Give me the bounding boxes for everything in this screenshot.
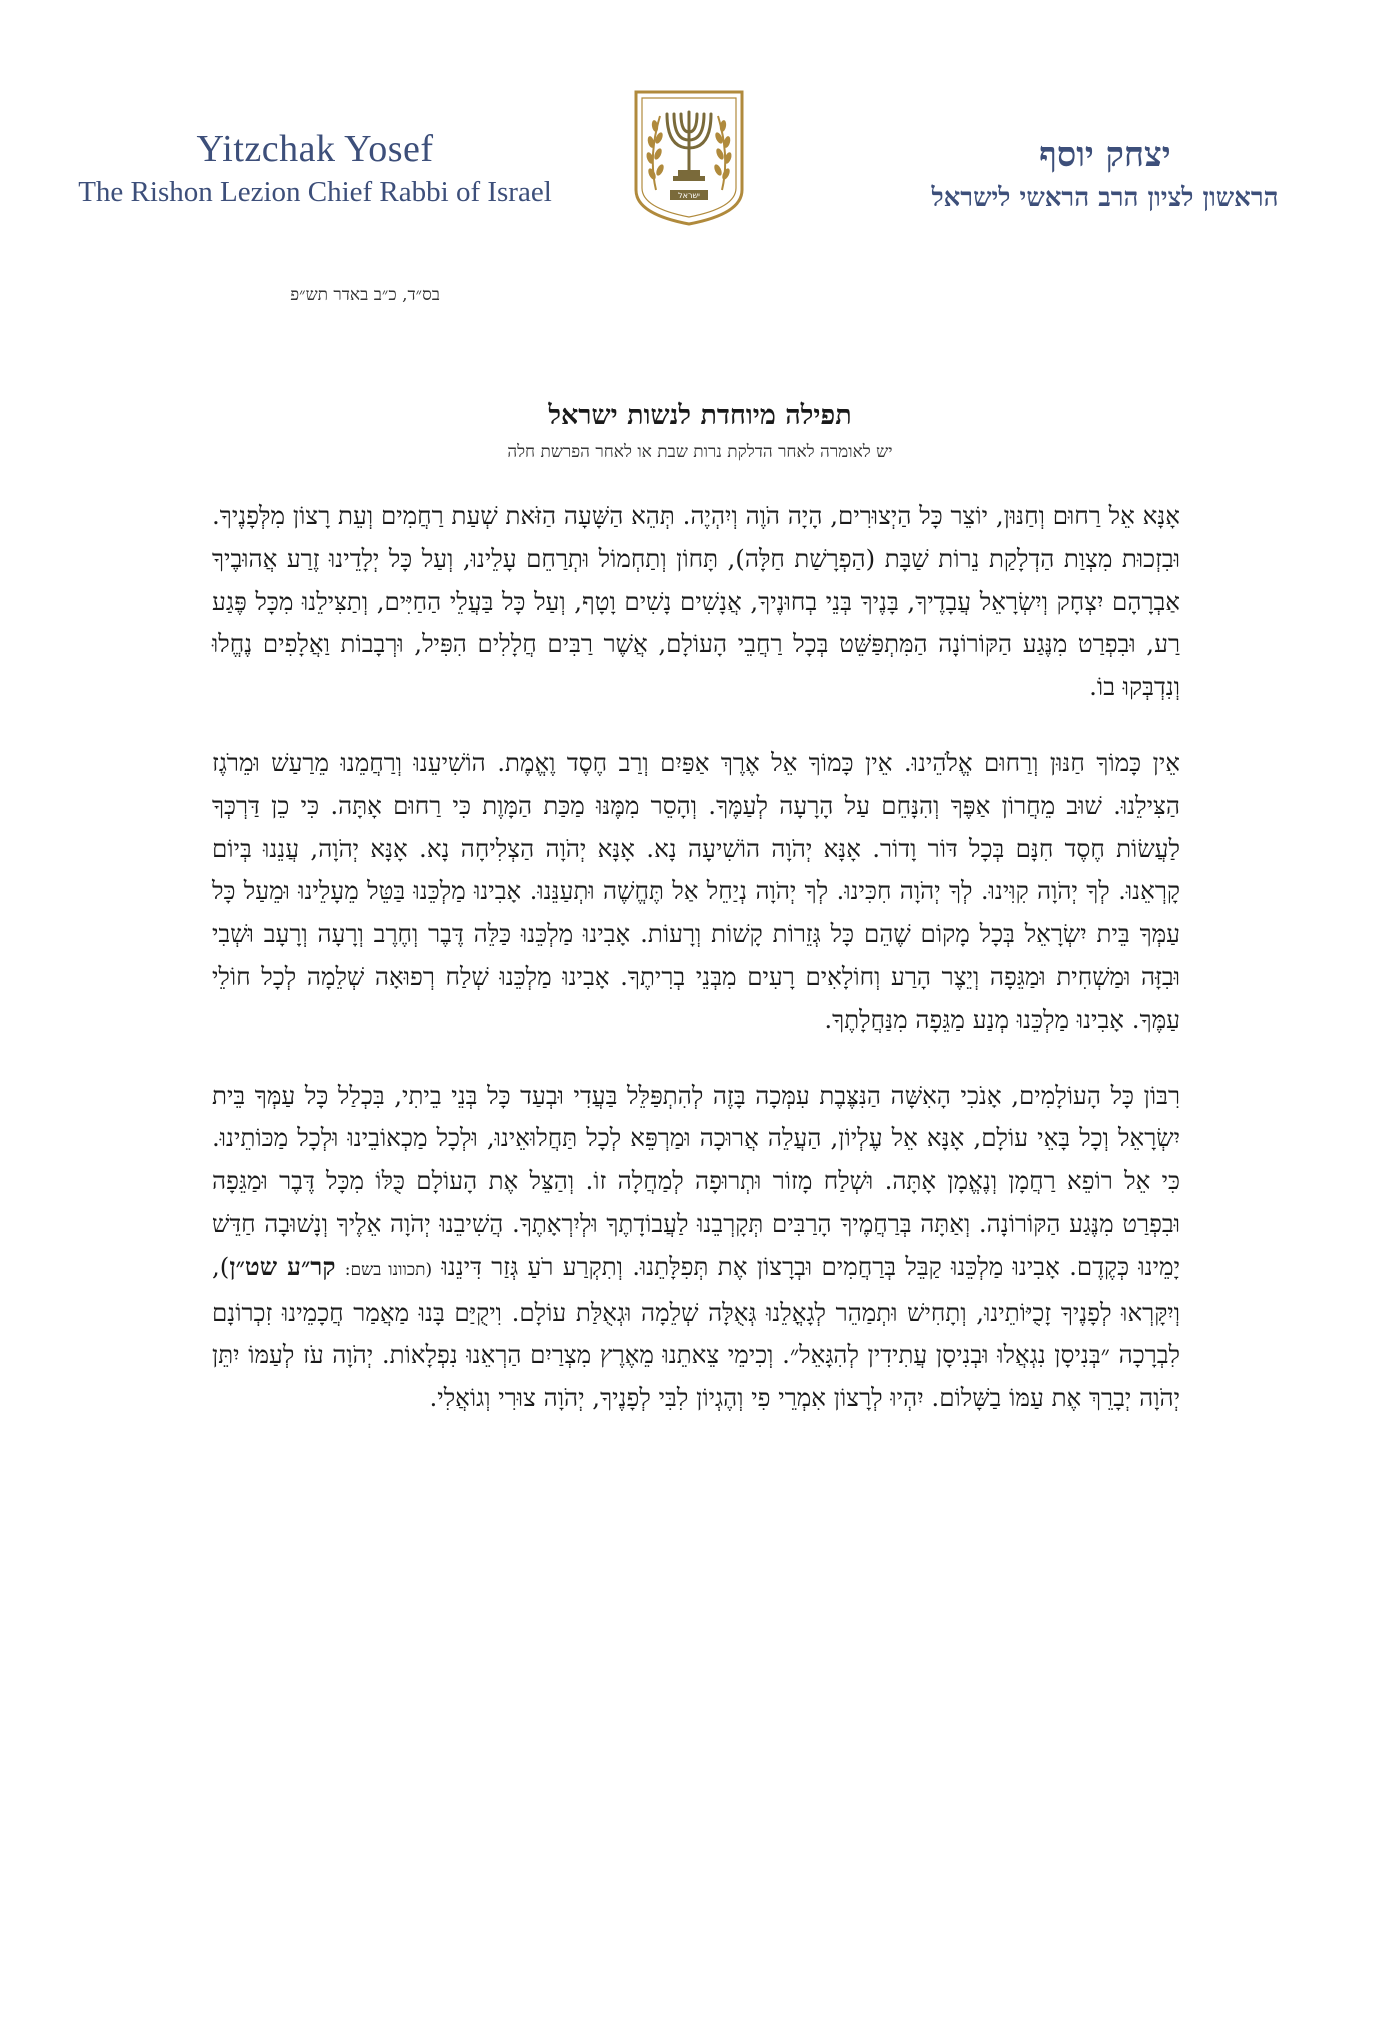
intention-note: (תכוונו בשם: xyxy=(344,1259,433,1280)
prayer-body xyxy=(212,495,1180,1453)
prayer-paragraph-2: אֵין כָּמוֹךָ חַנּוּן וְרַחוּם אֱלֹהֵינוּ. אֵין כָּמוֹךָ אֵל אֶרֶךְ אַפַּיִם וְרַב חֶסֶד וֶאֱמֶת. הוֹשִׁיעֵנוּ וְרַחֲמֵנוּ מֵרַעַשׁ וּמֵרֹגֶז הַצִּילֵנוּ. שׁוּב מֵחֲרוֹן אַפֶּךָ וְהִנָּחֵם עַל הָרָעָה לְעַמֶּךָ. וְהָסֵר מִמֶּנּוּ מַכַּת הַמָּוֶת כִּי רַחוּם אָתָּה. כִּי כֵן דַּרְכְּךָ לַעֲשׂוֹת חֶסֶד חִנָּם בְּכָל דּוֹר וָדוֹר. אָנָּא יְהֹוָה הוֹשִׁיעָה נָא. אָנָּא יְהֹוָה הַצְלִיחָה נָא. אָנָּא יְהֹוָה, עֲנֵנוּ בְּיוֹם קָרְאֵנוּ. לְךָ יְהֹוָה קִוִּינוּ. לְךָ יְהֹוָה חִכִּינוּ. לְךָ יְהֹוָה נְיַחֵל אַל תֶּחֱשֶׁה וּתְעַנֵּנוּ. אָבִינוּ מַלְכֵּנוּ בַּטֵּל מֵעָלֵינוּ וּמֵעַל כָּל עַמְּךָ בֵּית יִשְׂרָאֵל בְּכָל מָקוֹם שֶׁהֵם כָּל גְּזֵרוֹת קָשׁוֹת וְרָעוֹת. אָבִינוּ מַלְכֵּנוּ כַּלֵּה דֶּבֶר וְחֶרֶב וְרָעָה וְרָעָב וּשְׁבִי וּבִזָּה וּמַשְׁחִית וּמַגֵּפָה וְיֵצֶר הָרַע וְחוֹלָאִים רָעִים מִבְּנֵי בְרִיתֶךָ. אָבִינוּ מַלְכֵּנוּ שְׁלַח רְפוּאָה שְׁלֵמָה לְכָל חוֹלֵי עַמֶּךָ. אָבִינוּ מַלְכֵּנוּ מְנַע מַגֵּפָה מִנַּחֲלָתֶךָ. xyxy=(212,747,1180,1034)
letterhead-hebrew-name: יצחק יוסף xyxy=(1039,135,1171,175)
prayer-paragraph-3 xyxy=(212,1075,1180,1420)
letterhead-english xyxy=(60,126,570,212)
prayer-subtitle: יש לאומרה לאחר הדלקת נרות שבת או לאחר הפרשת חלה xyxy=(507,442,893,462)
prayer-paragraph-3-part-1: רִבּוֹן כָּל הָעוֹלָמִים, אָנֹכִי הָאִשָּׁה הַנִּצֶּבֶת עִמְּכָה בָּזֶה לְהִתְפַּלֵּל בַּעֲדִי וּבְעַד כָּל בְּנֵי בֵיתִי, בִּכְלַל כָּל עַמְּךָ בֵּית יִשְׂרָאֵל וְכָל בָּאֵי עוֹלָם, אָנָּא אֵל עֶלְיוֹן, הַעֲלֵה אֲרוּכָה וּמַרְפֵּא לְכָל תַּחֲלוּאֵינוּ, וּלְכָל מַכְאוֹבֵינוּ וּלְכָל מַכּוֹתֵינוּ. כִּי אֵל רוֹפֵא רַחֲמָן וְנֶאֱמָן אָתָּה. וּשְׁלַח מָזוֹר וּתְרוּפָה לְמַחֲלָה זוֹ. וְהַצֵּל אֶת הָעוֹלָם כֻּלּוֹ מִכָּל דֶּבֶר וּמַגֵּפָה וּבִפְרַט מִנֶּגַע הַקּוֹרוֹנָה. וְאַתָּה בְּרַחֲמֶיךָ הָרַבִּים תְּקָרְבֵנוּ לַעֲבוֹדָתֶךָ וּלְיִרְאָתֶךָ. הֲשִׁיבֵנוּ יְהֹוָה אֵלֶיךָ וְנָשׁוּבָה חַדֵּשׁ יָמֵינוּ כְּקֶדֶם. אָבִינוּ מַלְכֵּנוּ קַבֵּל בְּרַחֲמִים וּבְרָצוֹן אֶת תְּפִלָּתֵנוּ. וְתִקְרַע רֹעַ גְּזַר דִּינֵנוּ xyxy=(212,1080,1180,1281)
letter-date: בס״ד, כ״ב באדר תש״פ xyxy=(290,285,440,305)
letterhead-hebrew xyxy=(880,132,1330,218)
intention-name: קר״ע שט״ן xyxy=(229,1251,336,1281)
prayer-paragraph-3-part-2: ), וְיִקָּרְאוּ לְפָנֶיךָ זָכֻיּוֹתֵינוּ, וְתָחִישׁ וּתְמַהֵר לְגָאֳלֵנוּ גְּאֻלָּה שְׁלֵמָה וּגְאֻלַּת עוֹלָם. וִיקֻיַּם בָּנוּ מַאֲמַר חֲכָמֵינוּ זִכְרוֹנָם לִבְרָכָה ״בְּנִיסָן נִגְאֲלוּ וּבְנִיסָן עֲתִידִין לְהִגָּאֵל״. וְכִימֵי צֵאתֵנוּ מֵאֶרֶץ מִצְרַיִם הַרְאֵנוּ נִפְלָאוֹת. יְהֹוָה עֹז לְעַמּוֹ יִתֵּן יְהֹוָה יְבָרֵךְ אֶת עַמּוֹ בַשָּׁלוֹם. יִהְיוּ לְרָצוֹן אִמְרֵי פִי וְהֶגְיוֹן לִבִּי לְפָנֶיךָ, יְהֹוָה צוּרִי וְגוֹאֲלִי. xyxy=(212,1251,1180,1413)
letterhead-english-name: Yitzchak Yosef xyxy=(196,128,434,170)
prayer-title: תפילה מיוחדת לנשות ישראל xyxy=(548,400,852,431)
prayer-paragraph-1: אָנָּא אֵל רַחוּם וְחַנּוּן, יוֹצֵר כָּל הַיְצוּרִים, הָיָה הֹוֶה וְיִהְיֶה. תְּהֵא הַשָּׁעָה הַזֹּאת שְׁעַת רַחֲמִים וְעֵת רָצוֹן מִלְּפָנֶיךָ. וּבִזְכוּת מִצְוַת הַדְלָקַת נֵרוֹת שַׁבָּת (הַפְרָשַׁת חַלָּה), תָּחוֹן וְתַחְמוֹל וּתְרַחֵם עָלֵינוּ, וְעַל כָּל יְלָדֵינוּ זֶרַע אֲהוּבֶיךָ אַבְרָהָם יִצְחָק וְיִשְׂרָאֵל עֲבָדֶיךָ, בָּנֶיךָ בְּנֵי בְחוּנֶיךָ, אֲנָשִׁים נָשִׁים וָטָף, וְעַל כָּל בַּעֲלֵי הַחַיִּים, וְתַצִּילֵנוּ מִכָּל פֶּגַע רַע, וּבִפְרַט מִנֶּגַע הַקּוֹרוֹנָה הַמִּתְפַּשֵּׁט בְּכָל רַחֲבֵי הָעוֹלָם, אֲשֶׁר רַבִּים חֲלָלִים הִפִּיל, וּרְבָבוֹת וַאֲלָפִים נֶחֱלוּ וְנִדְבְּקוּ בוֹ. xyxy=(212,501,1180,702)
emblem-caption: ישראל xyxy=(678,191,700,200)
letterhead-english-title: The Rishon Lezion Chief Rabbi of Israel xyxy=(78,176,552,208)
letterhead-hebrew-title: הראשון לציון הרב הראשי לישראל xyxy=(931,183,1279,213)
menorah-emblem-icon xyxy=(630,86,748,228)
